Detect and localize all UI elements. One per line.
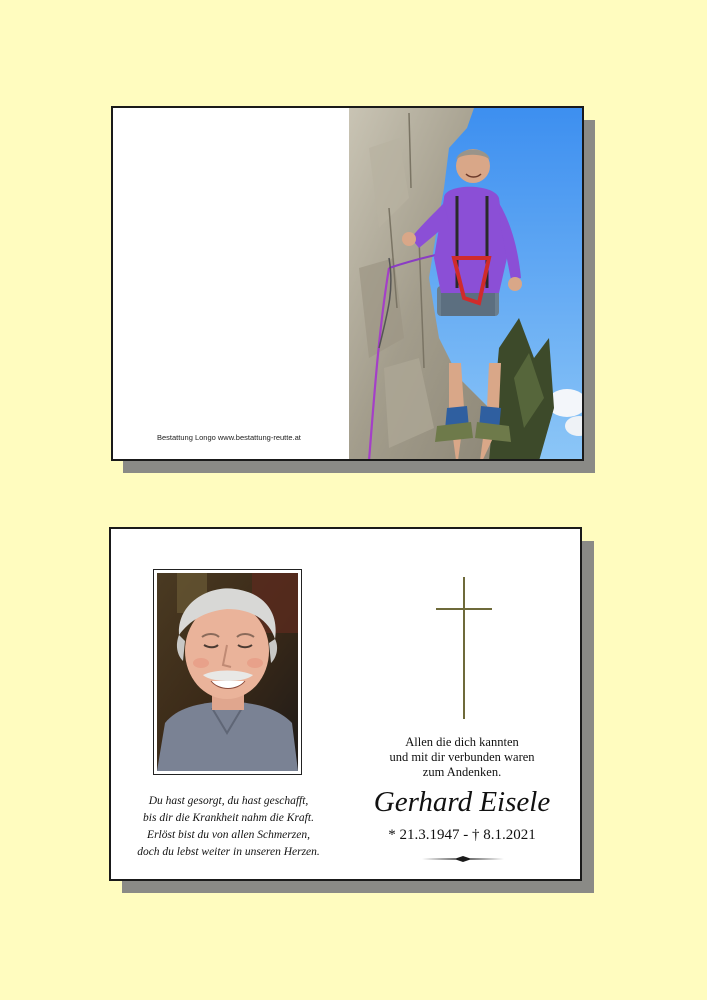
portrait-frame <box>153 569 302 775</box>
memorial-poem <box>111 793 346 861</box>
life-dates: * 21.3.1947 - † 8.1.2021 <box>388 827 536 843</box>
dedication-line: und mit dir verbunden waren <box>389 750 535 764</box>
dedication-line: zum Andenken. <box>422 765 502 779</box>
ornament-divider-icon <box>422 856 504 862</box>
front-card <box>111 106 584 461</box>
poem-line: Du hast gesorgt, du hast geschafft, <box>148 795 309 807</box>
poem-line: Erlöst bist du von allen Schmerzen, <box>147 829 310 841</box>
deceased-name: Gerhard Eisele <box>373 786 551 818</box>
climber-photo <box>349 108 584 461</box>
poem-line: doch du lebst weiter in unseren Herzen. <box>137 846 320 858</box>
poem-line: bis dir die Krankheit nahm die Kraft. <box>143 812 314 824</box>
funeral-home-imprint: Bestattung Longo www.bestattung-reutte.at <box>157 433 301 442</box>
dedication-line: Allen die dich kannten <box>405 735 519 749</box>
dedication-text <box>343 735 581 780</box>
cross-icon <box>436 577 492 719</box>
inside-card <box>109 527 582 881</box>
portrait-photo <box>157 573 298 771</box>
